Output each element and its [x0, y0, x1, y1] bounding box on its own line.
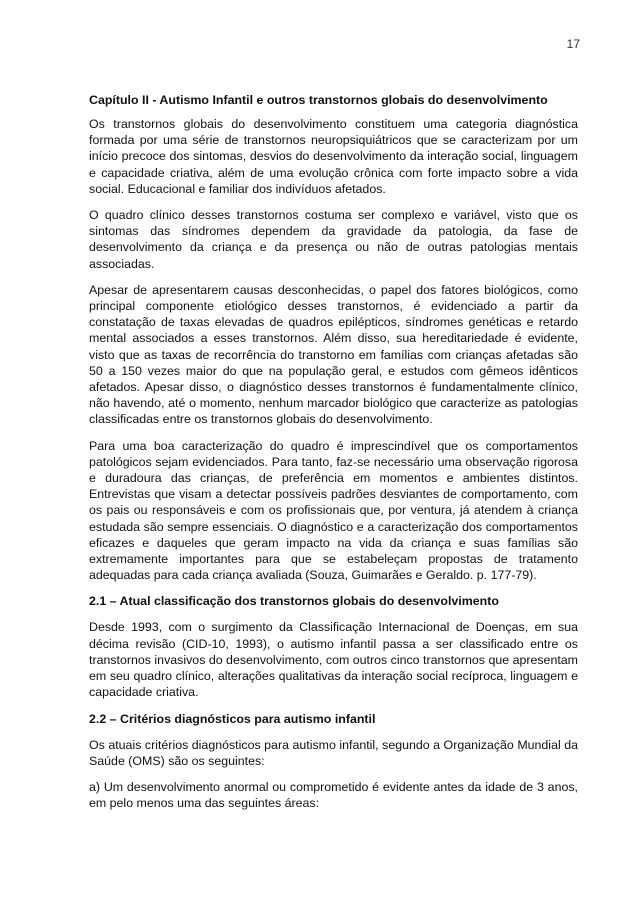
paragraph-intro-1: Os transtornos globais do desenvolvimento constituem uma categoria diagnóstica formada por uma série de transtornos neuropsiquiátricos que se caracterizam por um início precoce dos sintomas, desvios do desenvolvimento da interação social, linguagem e capacidade criativa, além de uma evolução crônica com forte impacto sobre a vida social. Educacional e familiar dos indivíduos afetados.: [89, 117, 578, 196]
page-number: 17: [566, 37, 580, 51]
page-content: [89, 92, 578, 821]
chapter-title: Capítulo II - Autismo Infantil e outros transtornos globais do desenvolvimento: [89, 93, 548, 107]
section-2-2-title: 2.2 – Critérios diagnósticos para autismo infantil: [89, 711, 376, 726]
section-2-1-title: 2.1 – Atual classificação dos transtornos globais do desenvolvimento: [89, 594, 499, 609]
paragraph-intro-3: Apesar de apresentarem causas desconhecidas, o papel dos fatores biológicos, como principal componente etiológico desses transtornos, é evidenciado a partir da constatação de taxas elevadas de quadros epilépticos, síndromes genéticas e retardo mental associados a esses transtornos. Além disso, sua hereditariedade é evidente, visto que as taxas de recorrência do transtorno em famílias com crianças afetadas são 50 a 150 vezes maior do que na população geral, e estudos com gêmeos idênticos afetados. Apesar disso, o diagnóstico desses transtornos é fundamentalmente clínico, não havendo, até o momento, nenhum marcador biológico que caracterize as patologias classificadas entre os transtornos globais do desenvolvimento.: [89, 282, 578, 427]
section-2-1-paragraph: Desde 1993, com o surgimento da Classificação Internacional de Doenças, em sua décima revisão (CID-10, 1993), o autismo infantil passa a ser classificado entre os transtornos invasivos do desenvolvimento, com outros cinco transtornos que apresentam em seu quadro clínico, alterações qualitativas da interação social recíproca, linguagem e capacidade criativa.: [89, 620, 578, 700]
section-2-2-paragraph-1: Os atuais critérios diagnósticos para autismo infantil, segundo a Organização Mundial da Saúde (OMS) são os seguintes:: [89, 737, 578, 768]
section-2-2-paragraph-2: a) Um desenvolvimento anormal ou comprometido é evidente antes da idade de 3 anos, em pelo menos uma das seguintes áreas:: [89, 779, 578, 811]
paragraph-intro-2: O quadro clínico desses transtornos costuma ser complexo e variável, visto que os sintomas das síndromes dependem da gravidade da patologia, da fase de desenvolvimento da criança e da presença ou não de outras patologias mentais associadas.: [89, 208, 578, 271]
paragraph-intro-4: Para uma boa caracterização do quadro é imprescindível que os comportamentos patológicos sejam evidenciados. Para tanto, faz-se necessário uma observação rigorosa e duradoura das crianças, de preferência em momentos e ambientes distintos. Entrevistas que visam a detectar possíveis padrões desviantes de comportamento, com os pais ou responsáveis e com os profissionais que, por ventura, já atendem à criança estudada são sempre essenciais. O diagnóstico e a caracterização dos comportamentos eficazes e daqueles que geram impacto na vida da criança e suas famílias são extremamente importantes para que se estabeleçam propostas de tratamento adequadas para cada criança avaliada (Souza, Guimarães e Geraldo. p. 177-79).: [89, 438, 578, 583]
